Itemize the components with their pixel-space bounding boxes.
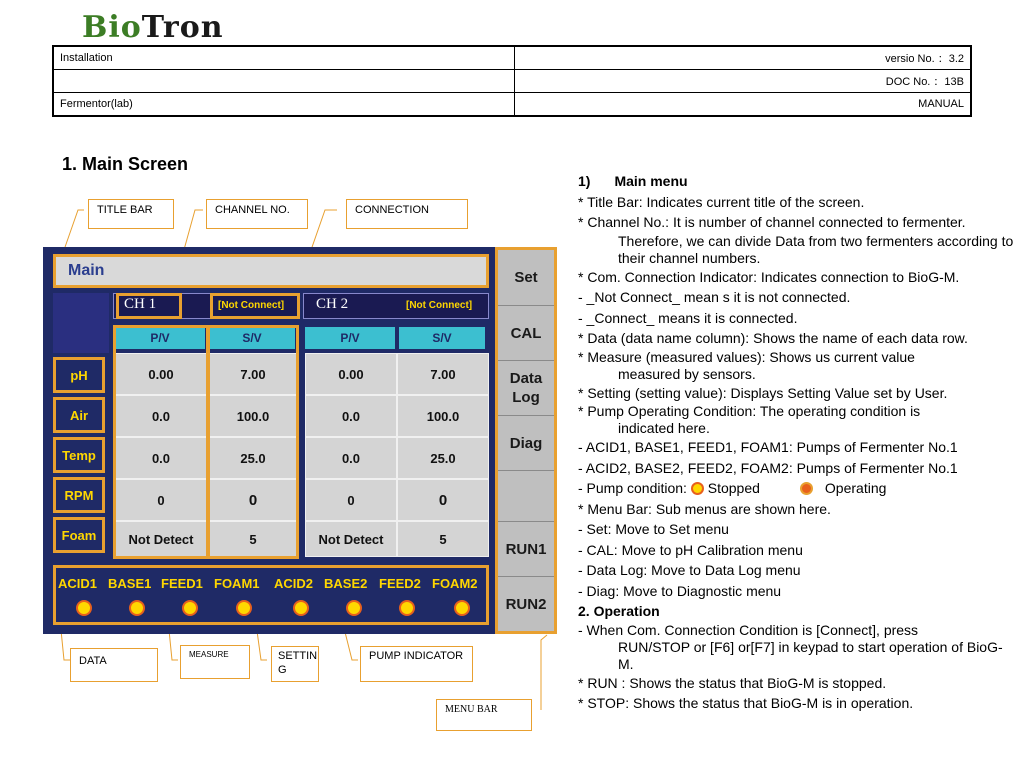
stopped-indicator-icon [691,482,704,495]
callout-setting: SETTIN G [271,646,319,682]
ch2-temp-measure: 0.0 [305,437,397,479]
ch1-ph-measure: 0.00 [115,353,207,395]
menu-set-button[interactable]: Set [498,250,554,306]
description-heading [578,171,1018,192]
operation-heading: 2. Operation [578,603,660,619]
operating-label: Operating [824,480,887,496]
pump-label-feed1: FEED1 [161,576,203,591]
channel-1-header [113,293,299,319]
callout-pump-indicator: PUMP INDICATOR [360,646,473,682]
setting-column-frame [207,325,299,559]
desc-line: - Diag: Move to Diagnostic menu [578,582,782,599]
pump-label-foam1: FOAM1 [214,576,260,591]
pump-label-acid1: ACID1 [58,576,98,591]
ch1-pv-header: P/V [115,327,205,349]
desc-line: indicated here. [618,420,710,436]
ch2-air-measure: 0.0 [305,395,397,437]
ch1-rpm-setting[interactable]: 0 [209,479,297,521]
desc-line: * Measure (measured values): Shows us current value [578,348,915,365]
menu-run1-button[interactable]: RUN1 [498,522,554,577]
header-cell: Fermentor(lab) [53,93,515,117]
pump-led-feed2 [399,600,415,616]
desc-line: * Channel No.: It is number of channel connected to fermenter. [578,214,966,230]
fermentor-main-screen [43,247,557,634]
pump-label-base1: BASE1 [108,576,152,591]
ch2-ph-setting[interactable]: 7.00 [397,353,489,395]
row-label-foam: Foam [53,517,105,553]
desc-line: * Title Bar: Indicates current title of the screen. [578,193,865,210]
ch2-air-setting[interactable]: 100.0 [397,395,489,437]
ch2-sv-header: S/V [399,327,485,349]
pump-label-feed2: FEED2 [379,576,421,591]
stopped-label: Stopped [707,480,760,496]
header-cell: versio No. ：3.2 [515,46,972,70]
desc-line: * Menu Bar: Sub menus are shown here. [578,500,831,517]
label-column-header [53,293,109,353]
callout-menu-bar: MENU BAR [436,699,532,731]
ch2-ph-measure: 0.00 [305,353,397,395]
row-label-rpm: RPM [53,477,105,513]
desc-line: measured by sensors. [618,365,756,382]
channel-2-name: CH 2 [316,296,349,312]
desc-line: * Setting (setting value): Displays Setting Value set by User. [578,384,948,401]
ch1-foam-measure: Not Detect [115,521,207,557]
ch1-rpm-measure: 0 [115,479,207,521]
ch2-foam-measure: Not Detect [305,521,397,557]
ch1-sv-header: S/V [209,327,295,349]
pump-led-acid1 [76,600,92,616]
desc-line: * Data (data name column): Shows the name of each data row. [578,330,968,346]
measure-column-frame [113,325,209,559]
menu-empty-slot [498,471,554,522]
ch2-rpm-measure: 0 [305,479,397,521]
pump-led-foam1 [236,600,252,616]
biotron-logo: BioTron [82,10,224,45]
desc-line: * RUN : Shows the status that BioG-M is stopped. [578,674,887,691]
desc-line: - CAL: Move to pH Calibration menu [578,541,803,558]
ch2-foam-setting[interactable]: 5 [397,521,489,557]
menu-data-log-button[interactable]: Data Log [498,361,554,416]
ch1-air-measure: 0.0 [115,395,207,437]
desc-line: * Pump Operating Condition: The operating condition is [578,403,921,419]
ch1-ph-setting[interactable]: 7.00 [209,353,297,395]
pump-condition-line [578,478,1018,499]
desc-line: - ACID2, BASE2, FEED2, FOAM2: Pumps of Fermenter No.1 [578,459,958,476]
operating-indicator-icon [800,482,813,495]
channel-1-name: CH 1 [124,296,157,312]
screen-title-bar [53,254,489,288]
pump-label-base2: BASE2 [324,576,368,591]
desc-line: Therefore, we can divide Data from two fermenters according to their channel numbers. [618,232,1014,266]
description-text [578,171,1018,714]
menu-cal-button[interactable]: CAL [498,306,554,361]
callout-connection: CONNECTION [346,199,468,229]
desc-line: - _Connect_ means it is connected. [578,309,798,326]
callout-measure: MEASURE [180,645,250,679]
ch1-air-setting[interactable]: 100.0 [209,395,297,437]
ch1-temp-measure: 0.0 [115,437,207,479]
row-label-ph: pH [53,357,105,393]
callout-channel-no: CHANNEL NO. [206,199,308,229]
menu-bar [495,247,557,634]
header-cell: Installation [53,46,515,70]
ch1-foam-setting[interactable]: 5 [209,521,297,557]
section-title: 1. Main Screen [62,154,189,174]
channel-1-connection-status: [Not Connect] [218,300,285,311]
row-label-temp: Temp [53,437,105,473]
row-label-air: Air [53,397,105,433]
header-cell: MANUAL [515,93,972,117]
pump-led-base2 [346,600,362,616]
header-cell: DOC No. ：13B [515,70,972,93]
ch1-temp-setting[interactable]: 25.0 [209,437,297,479]
ch2-rpm-setting[interactable]: 0 [397,479,489,521]
ch2-pv-header: P/V [305,327,395,349]
channel-2-header [303,293,489,319]
heading-number: 1) [578,173,591,189]
desc-line: - _Not Connect_ mean s it is not connected. [578,289,851,305]
menu-diag-button[interactable]: Diag [498,416,554,471]
screen-title: Main [68,262,105,279]
ch2-temp-setting[interactable]: 25.0 [397,437,489,479]
pump-led-acid2 [293,600,309,616]
channel-2-connection-status: [Not Connect] [406,300,473,311]
desc-line: RUN/STOP or [F6] or[F7] in keypad to start operation of BioG-M. [618,638,1003,672]
desc-line: * Com. Connection Indicator: Indicates connection to BioG-M. [578,268,960,285]
desc-line: * STOP: Shows the status that BioG-M is in operation. [578,695,914,711]
menu-run2-button[interactable]: RUN2 [505,595,547,613]
desc-line: - Set: Move to Set menu [578,521,729,537]
pump-label-acid2: ACID2 [274,576,314,591]
pump-led-base1 [129,600,145,616]
heading-text: Main menu [614,173,688,189]
pump-led-foam2 [454,600,470,616]
desc-line: - ACID1, BASE1, FEED1, FOAM1: Pumps of Fermenter No.1 [578,439,958,455]
pump-indicator-bar [53,565,489,625]
desc-line: - When Com. Connection Condition is [Connect], press [578,621,919,638]
desc-line: - Data Log: Move to Data Log menu [578,562,801,578]
pump-condition-prefix: - Pump condition: [578,480,687,496]
callout-title-bar: TITLE BAR [88,199,174,229]
pump-led-feed1 [182,600,198,616]
pump-label-foam2: FOAM2 [432,576,478,591]
callout-data: DATA [70,648,158,682]
